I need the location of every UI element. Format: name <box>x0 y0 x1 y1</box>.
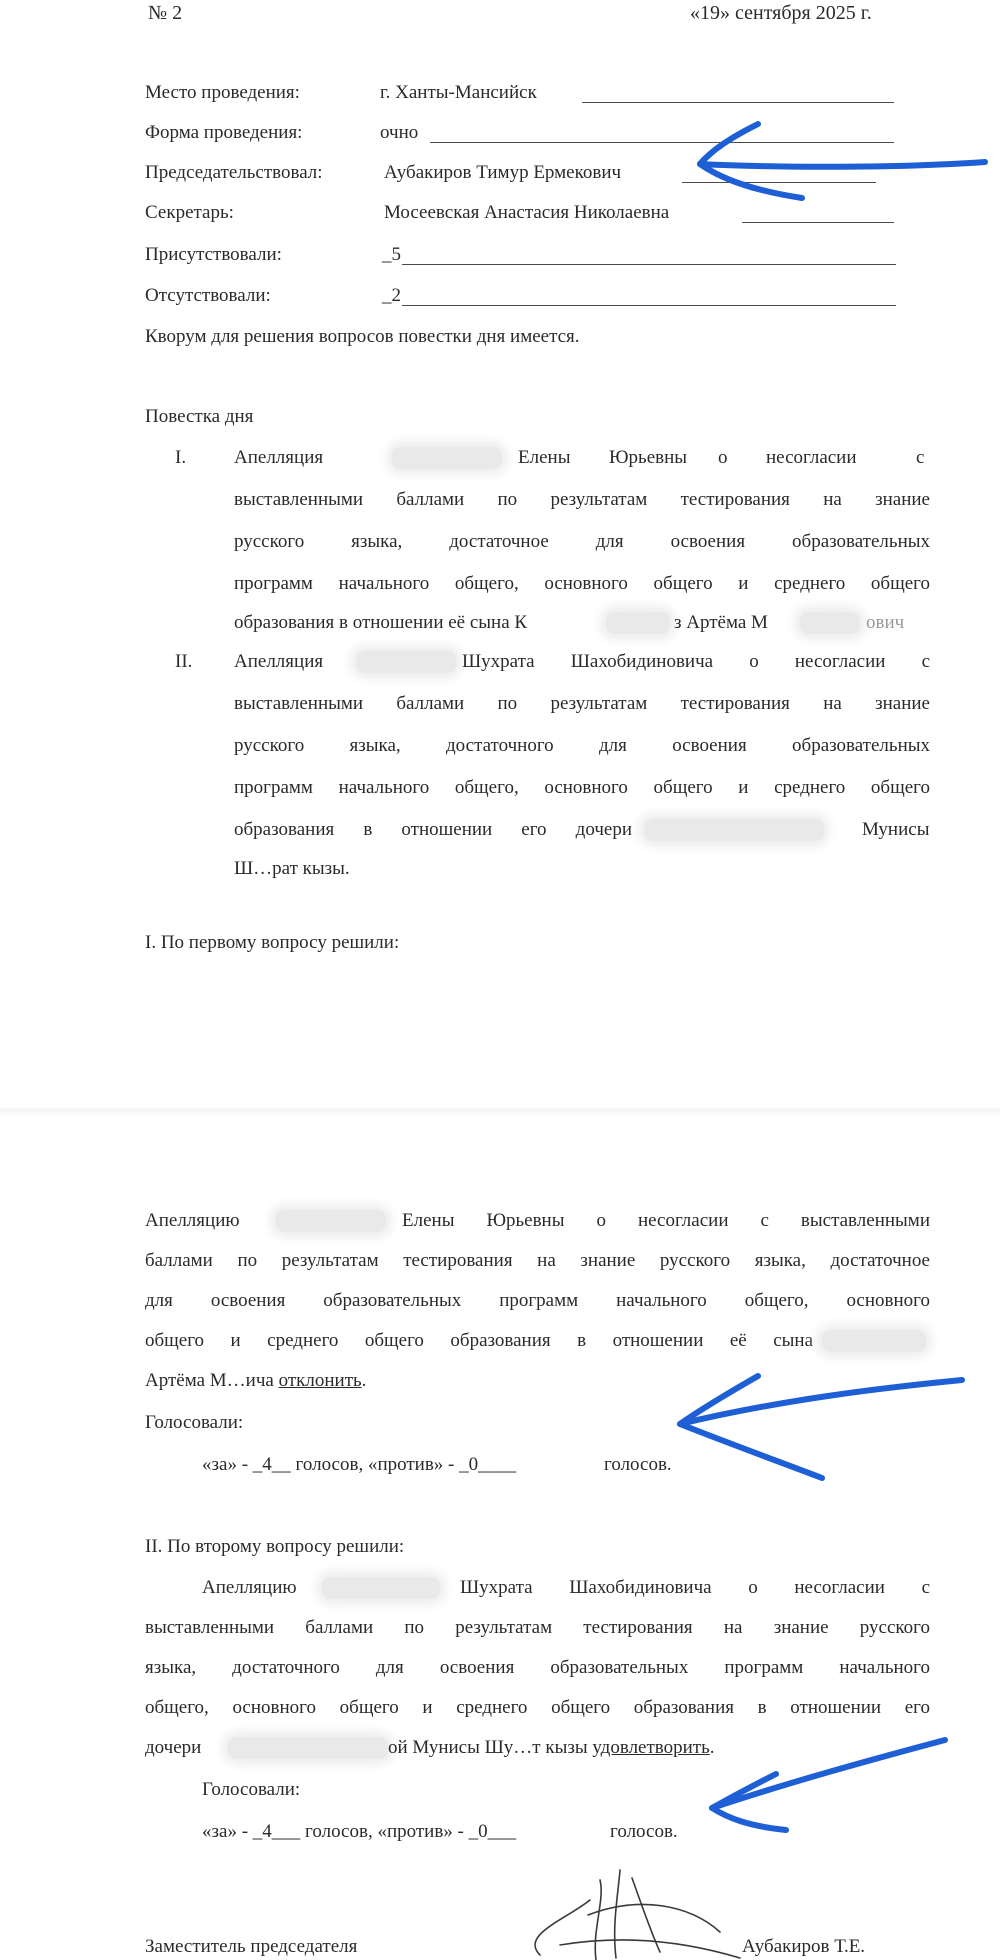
agenda-item-1-line: русского языка, достаточное для освоения образовательных <box>234 531 930 552</box>
decision-2-word: Апелляцию <box>202 1577 297 1598</box>
agenda-item-2-line: русского языка, достаточного для освоения образовательных <box>234 735 930 756</box>
decision-1-verdict: отклонить <box>278 1370 362 1391</box>
agenda-item-1-word: Апелляция <box>234 447 324 468</box>
value-secretary: Мосеевская Анастасия Николаевна <box>384 202 670 223</box>
decision-2-period: . <box>709 1737 715 1758</box>
handwritten-signature-icon <box>535 1870 740 1960</box>
agenda-item-2-number: II. <box>175 651 193 672</box>
agenda-item-1-word: с <box>916 447 925 468</box>
agenda-item-2-line: образования в отношении его дочери <box>234 819 632 840</box>
decision-2-heading: II. По второму вопросу решили: <box>145 1536 405 1557</box>
agenda-item-2-word: Апелляция <box>234 651 324 672</box>
decision-2-verdict: удовлетворить <box>592 1737 710 1758</box>
agenda-item-1-word: о <box>718 447 728 468</box>
agenda-item-1-line: ович <box>866 612 905 633</box>
decision-2-subject: ой Мунисы Шу…т кызы <box>388 1737 588 1758</box>
value-venue: г. Ханты-Мансийск <box>380 82 537 103</box>
label-venue: Место проведения: <box>145 82 300 103</box>
agenda-item-1-line: программ начального общего, основного общего и среднего общего <box>234 573 930 594</box>
decision-2-line: общего, основного общего и среднего общего образования в отношении его <box>145 1697 930 1718</box>
label-absent: Отсутствовали: <box>145 285 271 306</box>
decision-2-line: выставленными баллами по результатам тестирования на знание русского <box>145 1617 930 1638</box>
agenda-item-2-line: выставленными баллами по результатам тестирования на знание <box>234 693 930 714</box>
value-absent: _2 <box>382 285 401 306</box>
decision-1-period: . <box>361 1370 367 1391</box>
decision-1-subject: Артёма М…ича <box>145 1370 274 1391</box>
decision-1-votes-suffix: голосов. <box>604 1454 672 1475</box>
agenda-item-1-line: выставленными баллами по результатам тестирования на знание <box>234 489 930 510</box>
label-present: Присутствовали: <box>145 244 282 265</box>
value-chair: Аубакиров Тимур Ермекович <box>384 162 622 183</box>
arrow-annotation-2-icon <box>680 1376 962 1478</box>
value-present: _5 <box>382 244 401 265</box>
agenda-item-1-line: з Артёма М <box>674 612 768 633</box>
signature-name: Аубакиров Т.Е. <box>742 1936 866 1957</box>
agenda-item-1-number: I. <box>175 447 187 468</box>
decision-1-votes: «за» - _4__ голосов, «против» - _0____ <box>202 1454 517 1475</box>
decision-1-word: Елены Юрьевны о несогласии с выставленными <box>402 1210 930 1231</box>
protocol-date: «19» сентября 2025 г. <box>690 2 872 24</box>
decision-2-line: языка, достаточного для освоения образовательных программ начального <box>145 1657 930 1678</box>
signature-position: Заместитель председателя <box>145 1936 358 1957</box>
decision-2-word: дочери <box>145 1737 202 1758</box>
quorum-text: Кворум для решения вопросов повестки дня имеется. <box>145 326 580 347</box>
agenda-item-1-word: Юрьевны <box>609 447 688 468</box>
arrow-annotation-1-icon <box>700 124 985 198</box>
agenda-item-2-line: Ш…рат кызы. <box>234 858 350 879</box>
decision-1-line: баллами по результатам тестирования на знание русского языка, достаточное <box>145 1250 930 1271</box>
decision-2-voted-label: Голосовали: <box>202 1779 301 1800</box>
agenda-title: Повестка дня <box>145 406 254 427</box>
decision-2-votes: «за» - _4___ голосов, «против» - _0___ <box>202 1821 517 1842</box>
arrow-annotation-3-icon <box>712 1740 945 1830</box>
decision-1-line: общего и среднего общего образования в отношении её сына <box>145 1330 813 1351</box>
protocol-number: № 2 <box>148 2 183 24</box>
decision-2-votes-suffix: голосов. <box>610 1821 678 1842</box>
label-chair: Председательствовал: <box>145 162 323 183</box>
agenda-item-1-word: несогласии <box>766 447 857 468</box>
agenda-item-2-word: Шухрата Шахобидиновича о несогласии с <box>462 651 930 672</box>
decision-1-heading: I. По первому вопросу решили: <box>145 932 400 953</box>
agenda-item-1-word: Елены <box>518 447 571 468</box>
agenda-item-2-line: Мунисы <box>862 819 930 840</box>
agenda-item-2-line: программ начального общего, основного общего и среднего общего <box>234 777 930 798</box>
label-form: Форма проведения: <box>145 122 303 143</box>
value-form: очно <box>380 122 419 143</box>
agenda-item-1-line: образования в отношении её сына К <box>234 612 528 633</box>
label-secretary: Секретарь: <box>145 202 234 223</box>
decision-2-word: Шухрата Шахобидиновича о несогласии с <box>460 1577 930 1598</box>
decision-1-line: для освоения образовательных программ начального общего, основного <box>145 1290 930 1311</box>
decision-1-word: Апелляцию <box>145 1210 240 1231</box>
decision-1-voted-label: Голосовали: <box>145 1412 244 1433</box>
